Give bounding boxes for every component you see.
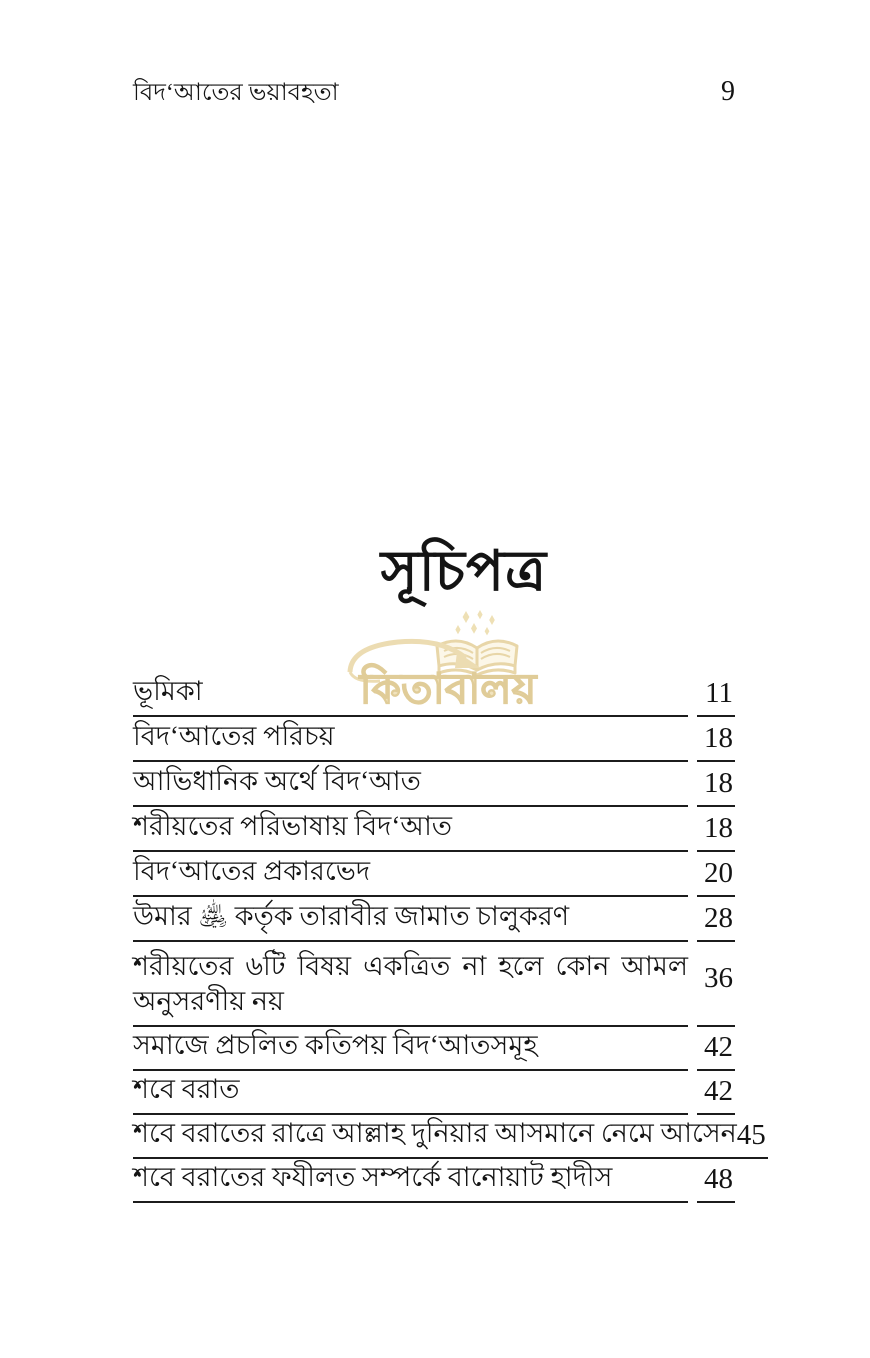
toc-row <box>133 897 735 942</box>
toc-entry-title-line2: অনুসরণীয় নয় <box>133 986 284 1016</box>
rule-gap <box>688 941 697 942</box>
toc-row <box>133 942 735 1027</box>
rule-gap <box>688 1070 697 1071</box>
toc-entry-title: শরীয়তের পরিভাষায় বিদ‘আত <box>133 809 688 852</box>
toc-entry-title-line1: শরীয়তের ৬টি বিষয় একত্রিত না হলে কোন আমল <box>133 951 688 981</box>
publisher-name: কিতাবালয় <box>359 667 537 712</box>
toc-entry-title: ভূমিকা <box>133 674 688 717</box>
toc-entry-page: 18 <box>697 768 735 807</box>
toc-entry-page: 48 <box>697 1164 735 1203</box>
toc-entry-title: শবে বরাত <box>133 1072 688 1115</box>
toc-row <box>133 717 735 762</box>
rule-gap <box>688 806 697 807</box>
toc-entry-title: আভিধানিক অর্থে বিদ‘আত <box>133 764 688 807</box>
toc-entry-title: সমাজে প্রচলিত কতিপয় বিদ‘আতসমূহ <box>133 1028 688 1071</box>
rule-gap <box>688 851 697 852</box>
toc-entry-page: 42 <box>697 1032 735 1071</box>
toc-entry-page: 18 <box>697 813 735 852</box>
rule-gap <box>688 761 697 762</box>
table-of-contents <box>133 672 766 1203</box>
toc-row <box>133 672 735 717</box>
rule-gap <box>688 896 697 897</box>
rule-gap <box>688 1202 697 1203</box>
toc-entry-page: 20 <box>697 858 735 897</box>
toc-entry-page: 42 <box>697 1076 735 1115</box>
toc-row <box>133 1159 735 1203</box>
toc-entry-page: 36 <box>697 963 735 1027</box>
rule-gap <box>688 1114 697 1115</box>
toc-row <box>133 1071 735 1115</box>
toc-entry-title: বিদ‘আতের প্রকারভেদ <box>133 854 688 897</box>
toc-entry-title: বিদ‘আতের পরিচয় <box>133 719 688 762</box>
running-header <box>133 76 735 108</box>
toc-entry-title <box>133 949 688 1027</box>
rule-gap <box>688 716 697 717</box>
toc-row <box>133 762 735 807</box>
sparkles-icon <box>455 610 494 635</box>
toc-entry-title: শবে বরাতের ফযীলত সম্পর্কে বানোয়াট হাদীস <box>133 1160 688 1203</box>
page-number: 9 <box>721 76 735 107</box>
toc-entry-title: শবে বরাতের রাত্রে আল্লাহ দুনিয়ার আসমানে নেমে আসেন <box>133 1116 737 1159</box>
toc-entry-page: 11 <box>697 678 735 717</box>
toc-entry-title: উমার ﵁ কর্তৃক তারাবীর জামাত চালুকরণ <box>133 899 688 942</box>
rule-gap <box>688 1026 697 1027</box>
toc-row <box>133 1027 735 1071</box>
running-title: বিদ‘আতের ভয়াবহতা <box>133 80 339 106</box>
toc-entry-page: 18 <box>697 723 735 762</box>
section-title: সূচিপত্র <box>380 541 548 603</box>
toc-row <box>133 852 735 897</box>
toc-row <box>133 1115 766 1159</box>
toc-entry-page: 45 <box>737 1120 768 1159</box>
toc-entry-page: 28 <box>697 903 735 942</box>
toc-row <box>133 807 735 852</box>
